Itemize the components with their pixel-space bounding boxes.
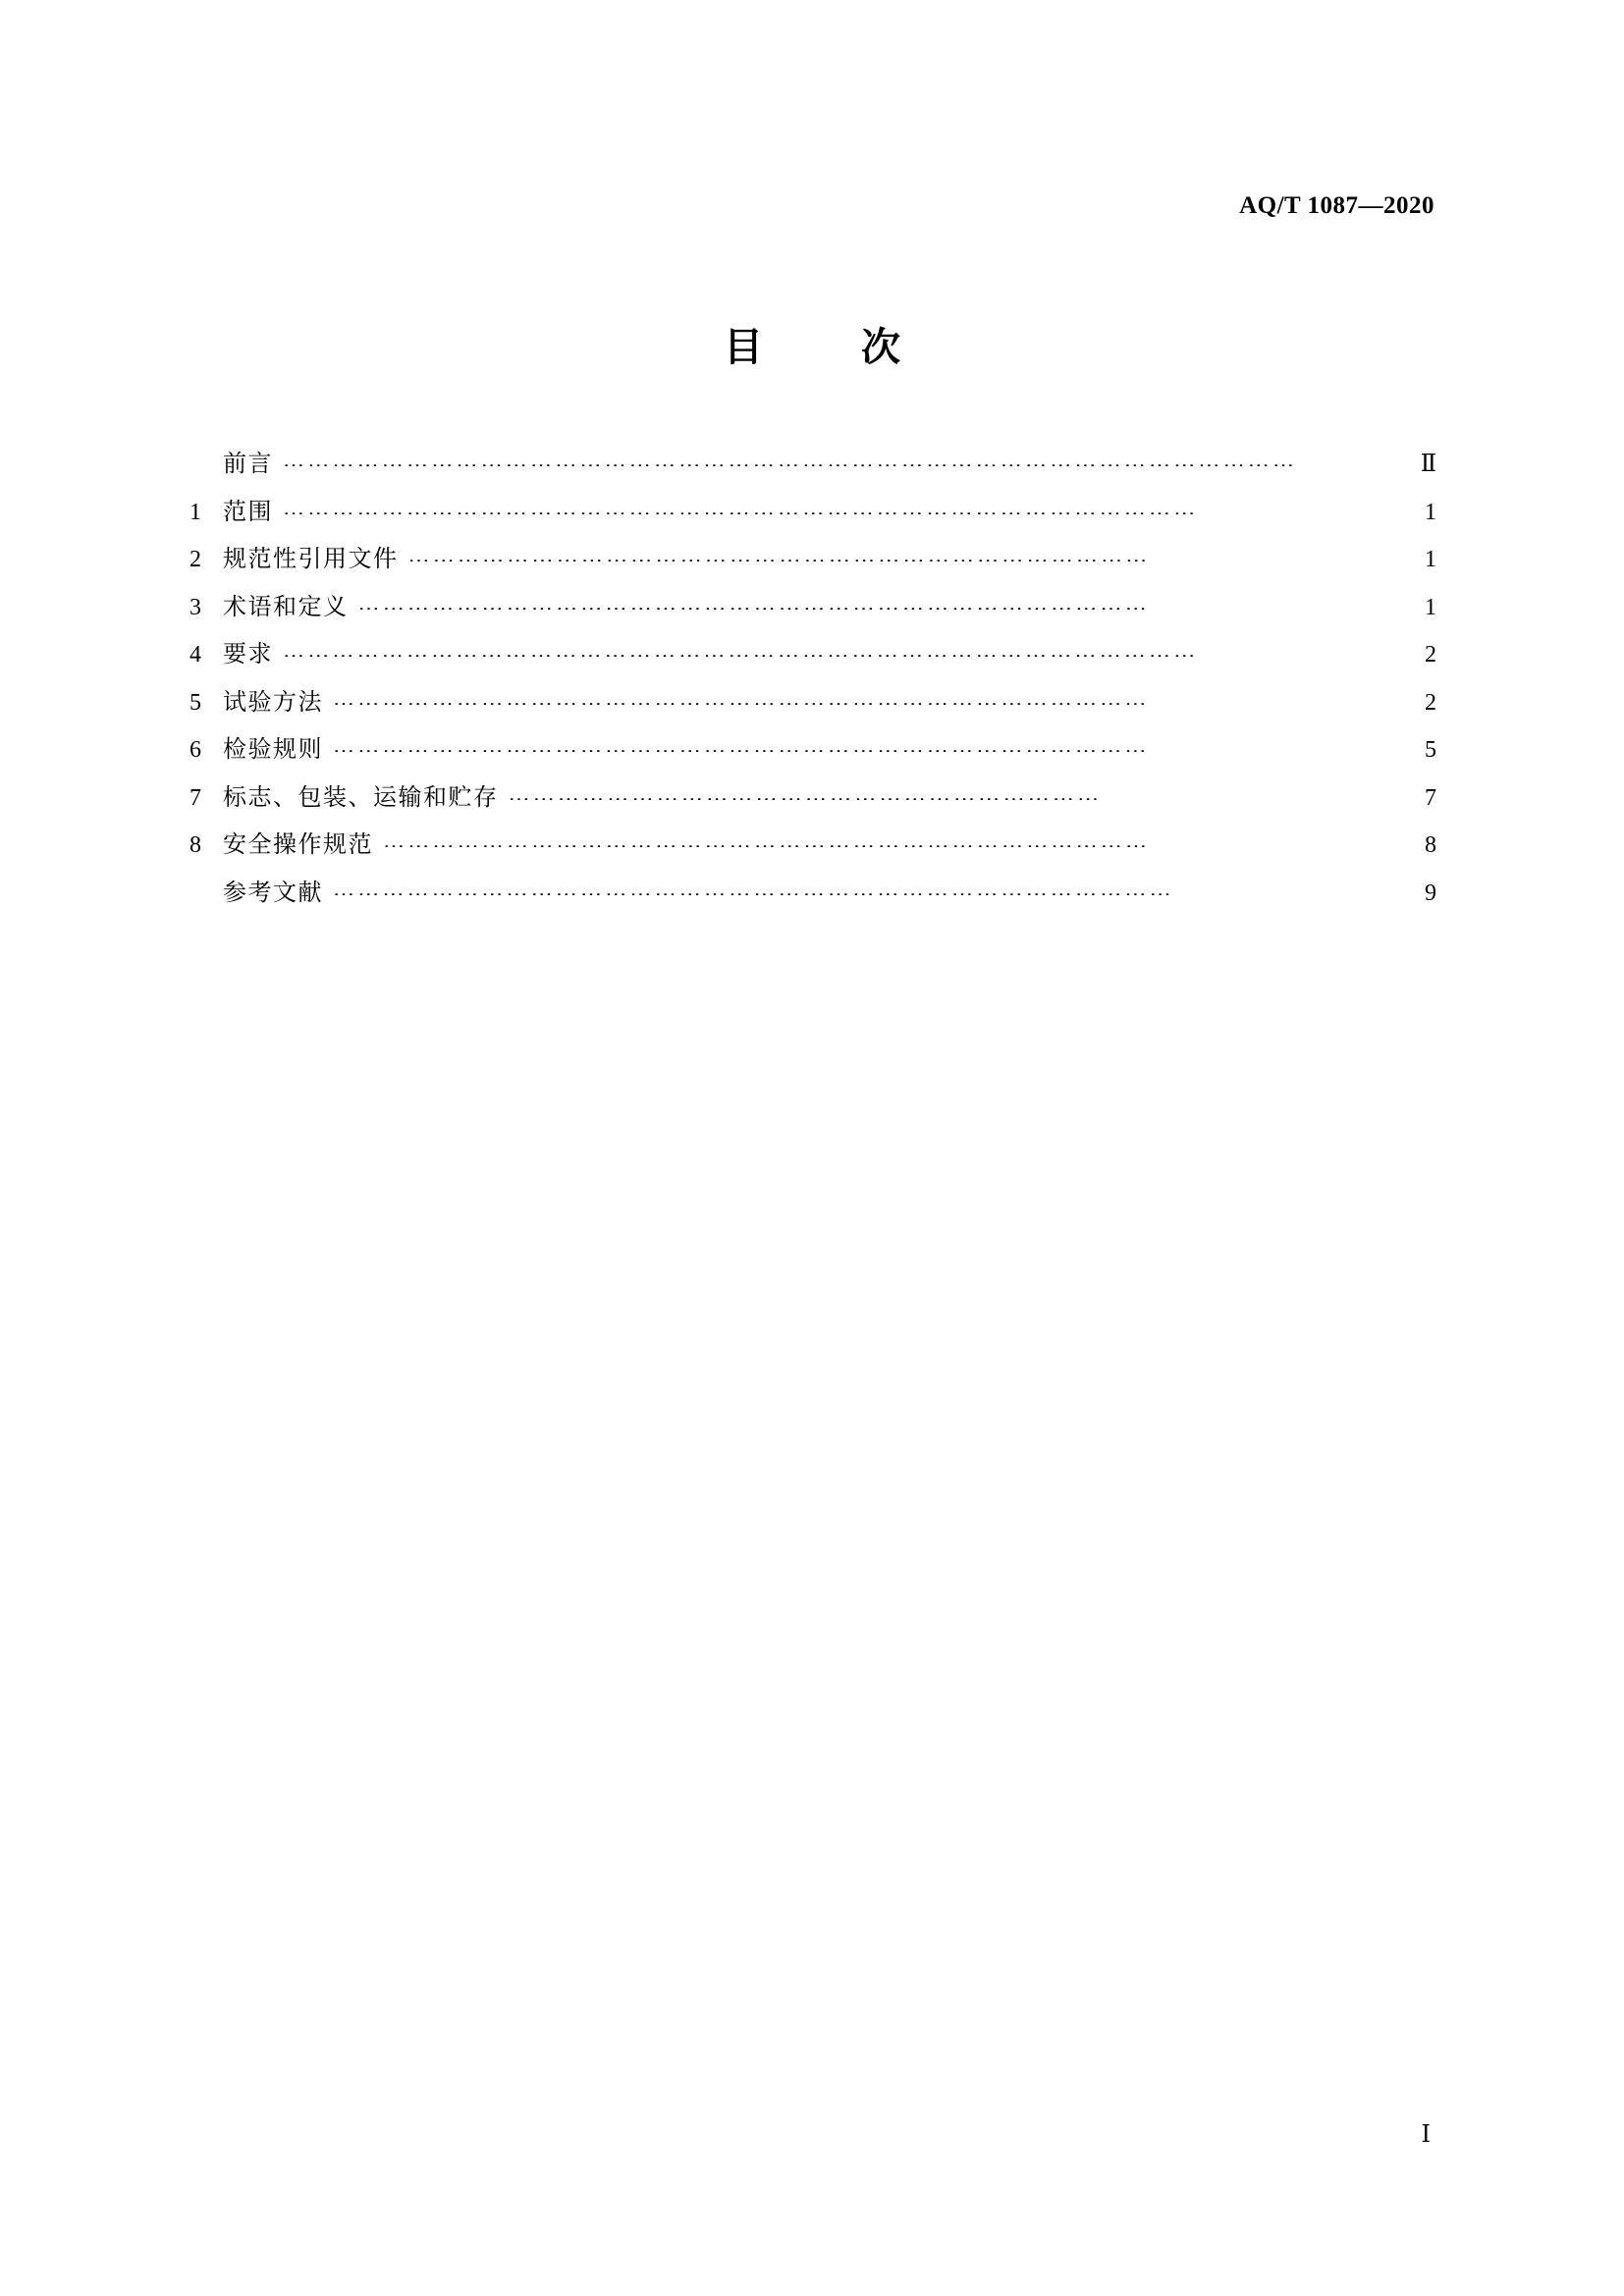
toc-entry[interactable] <box>189 687 1436 716</box>
toc-entry-number: 3 <box>189 594 201 620</box>
toc-page-number: 7 <box>1425 784 1436 811</box>
toc-entry-label: 参考文献 <box>223 878 323 906</box>
toc-entry[interactable] <box>189 497 1436 525</box>
toc-entry-label: 检验规则 <box>223 735 323 763</box>
toc-page-number: Ⅱ <box>1420 452 1436 477</box>
toc-leader: ……………………………………………………………………………………… <box>333 688 1150 705</box>
toc-leader: ………………………………………………………………………………………… <box>333 879 1174 895</box>
toc-entry[interactable] <box>189 547 1436 571</box>
toc-page-number: 2 <box>1425 642 1436 667</box>
toc-entry-number: 4 <box>189 642 201 667</box>
toc-entry[interactable] <box>189 642 1436 667</box>
toc-page-number: 1 <box>1425 594 1436 620</box>
toc-page-number: 9 <box>1425 880 1436 906</box>
toc-page-number: 2 <box>1425 689 1436 716</box>
toc-entry-number: 5 <box>189 689 201 716</box>
table-of-contents <box>189 452 1436 928</box>
toc-entry-label: 规范性引用文件 <box>223 545 399 572</box>
toc-entry-label: 范围 <box>223 497 273 525</box>
toc-leader: ………………………………………………………………………………… <box>383 831 1151 847</box>
toc-entry[interactable] <box>189 832 1436 857</box>
toc-page-number: 1 <box>1425 547 1436 572</box>
toc-leader: …………………………………………………………………………………… <box>357 593 1150 610</box>
toc-entry-number: 8 <box>189 832 201 858</box>
toc-leader: ………………………………………………………………………………………………… <box>283 498 1199 514</box>
toc-leader: ……………………………………………………………… <box>508 783 1103 800</box>
page-title: 目 次 <box>724 325 930 370</box>
toc-leader: ……………………………………………………………………………… <box>407 546 1151 561</box>
toc-entry-label: 术语和定义 <box>223 592 349 620</box>
standard-number: AQ/T 1087—2020 <box>1239 192 1435 219</box>
toc-entry-label: 标志、包装、运输和贮存 <box>223 782 499 811</box>
toc-leader: ………………………………………………………………………………………………… <box>283 641 1199 657</box>
page-folio: Ⅰ <box>1421 2122 1431 2148</box>
toc-entry-number: 7 <box>189 784 201 811</box>
toc-entry-label: 安全操作规范 <box>223 830 373 858</box>
toc-entry[interactable] <box>189 452 1436 476</box>
toc-entry[interactable] <box>189 782 1436 811</box>
toc-leader: ……………………………………………………………………………………… <box>333 736 1150 752</box>
toc-entry-label: 前言 <box>223 450 273 477</box>
toc-entry-number: 1 <box>189 499 201 525</box>
toc-entry-number: 2 <box>189 547 201 572</box>
toc-page-number: 5 <box>1425 737 1436 763</box>
toc-leader: …………………………………………………………………………………………………………… <box>283 451 1298 466</box>
toc-entry-number: 6 <box>189 737 201 763</box>
toc-entry[interactable] <box>189 878 1436 906</box>
toc-entry[interactable] <box>189 737 1436 762</box>
toc-entry[interactable] <box>189 592 1436 620</box>
toc-page-number: 8 <box>1425 832 1436 858</box>
toc-entry-label: 要求 <box>223 640 273 667</box>
toc-entry-label: 试验方法 <box>223 687 323 716</box>
toc-page-number: 1 <box>1425 499 1436 525</box>
